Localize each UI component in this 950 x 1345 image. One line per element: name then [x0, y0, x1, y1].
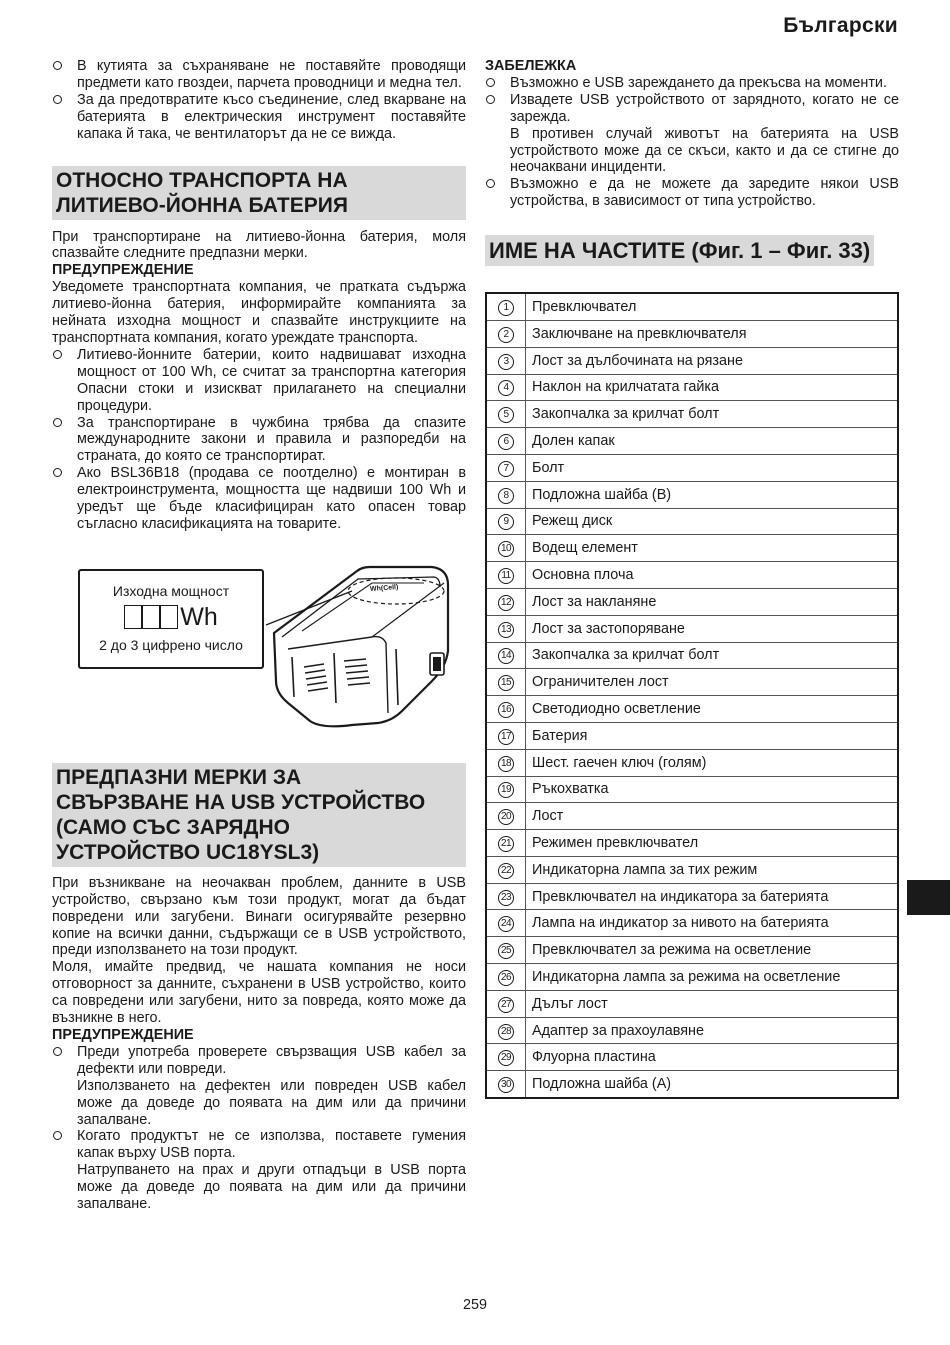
table-row — [486, 696, 898, 723]
part-number: 25 — [498, 943, 514, 959]
part-number: 28 — [498, 1024, 514, 1040]
left-column — [52, 58, 466, 1213]
part-name: Лост за застопоряване — [526, 615, 899, 642]
table-row — [486, 588, 898, 615]
output-power-label: Изходна мощност — [112, 582, 230, 599]
part-number: 11 — [498, 568, 514, 584]
language-tab-marker — [907, 880, 950, 915]
table-row — [486, 347, 898, 374]
part-number: 14 — [498, 648, 514, 664]
table-row — [486, 1044, 898, 1071]
part-name: Лост за накланяне — [526, 588, 899, 615]
part-number-cell — [486, 964, 526, 991]
part-number-cell — [486, 535, 526, 562]
part-name: Батерия — [526, 722, 899, 749]
part-number: 2 — [498, 327, 514, 343]
output-power-label-box — [78, 569, 264, 669]
part-name: Подложна шайба (B) — [526, 481, 899, 508]
table-row — [486, 481, 898, 508]
part-number-cell — [486, 883, 526, 910]
part-number: 16 — [498, 702, 514, 718]
paragraph: Моля, имайте предвид, че нашата компания не носи отговорност за данните, съхранени в USB устройство, които са повредени или загубени, нито за повреда, която може да възникне в него. — [52, 959, 466, 1027]
list-item: Литиево-йонните батерии, които надвишават изходна мощност от 100 Wh, се считат за транспортна категория Опасни стоки и изискват прилагането на специални процедури. — [52, 347, 466, 415]
part-number-cell — [486, 293, 526, 320]
part-number: 6 — [498, 434, 514, 450]
part-name: Закопчалка за крилчат болт — [526, 642, 899, 669]
section-heading-usb — [52, 763, 466, 867]
part-number: 3 — [498, 354, 514, 370]
part-number-cell — [486, 615, 526, 642]
part-number: 29 — [498, 1050, 514, 1066]
part-number-cell — [486, 669, 526, 696]
part-name: Лампа на индикатор за нивото на батерията — [526, 910, 899, 937]
part-number-cell — [486, 347, 526, 374]
part-number: 21 — [498, 836, 514, 852]
table-row — [486, 856, 898, 883]
table-row — [486, 910, 898, 937]
table-row — [486, 803, 898, 830]
list-item — [52, 1044, 466, 1129]
wh-digit-cells — [80, 603, 262, 632]
part-name: Флуорна пластина — [526, 1044, 899, 1071]
table-row — [486, 320, 898, 347]
list-item: Възможно е да не можете да заредите някои USB устройства, в зависимост от типа устройство. — [485, 176, 899, 210]
part-number: 26 — [498, 970, 514, 986]
part-name: Ръкохватка — [526, 776, 899, 803]
list-item: За да предотвратите късо съединение, след вкарване на батерията в електрическия инструмент поставяйте капака й така, че вентилаторът да не се вижда. — [52, 92, 466, 143]
part-name: Светодиодно осветление — [526, 696, 899, 723]
table-row — [486, 454, 898, 481]
table-row — [486, 749, 898, 776]
table-row — [486, 830, 898, 857]
part-name: Основна плоча — [526, 562, 899, 589]
digit-cell — [124, 605, 142, 629]
part-name: Превключвател за режима на осветление — [526, 937, 899, 964]
part-name: Превключвател на индикатора за батерията — [526, 883, 899, 910]
list-item: За транспортиране в чужбина трябва да спазите международните закони и правила и разпоредби на страната, до която се транспортират. — [52, 415, 466, 466]
part-number-cell — [486, 937, 526, 964]
digit-cell — [142, 605, 160, 629]
table-row — [486, 883, 898, 910]
part-number: 7 — [498, 461, 514, 477]
part-number: 12 — [498, 595, 514, 611]
battery-marking: Wh(Cell) — [369, 583, 399, 593]
part-name: Болт — [526, 454, 899, 481]
part-name: Долен капак — [526, 428, 899, 455]
part-number-cell — [486, 428, 526, 455]
list-item: Възможно е USB зареждането да прекъсва на моменти. — [485, 75, 899, 92]
list-item-subtext: Натрупването на прах и други отпадъци в USB порта може да доведе до появата на дим или да причини запалване. — [77, 1162, 466, 1213]
table-row — [486, 428, 898, 455]
heading-line: ЛИТИЕВО-ЙОННА БАТЕРИЯ — [56, 193, 348, 217]
part-name: Лост за дълбочината на рязане — [526, 347, 899, 374]
part-number-cell — [486, 374, 526, 401]
part-number-cell — [486, 749, 526, 776]
part-name: Превключвател — [526, 293, 899, 320]
part-number-cell — [486, 642, 526, 669]
heading-line: ОТНОСНО ТРАНСПОРТА НА — [56, 168, 348, 192]
part-number-cell — [486, 776, 526, 803]
heading-line: УСТРОЙСТВО UC18YSL3) — [56, 840, 320, 864]
part-number: 5 — [498, 407, 514, 423]
part-name: Заключване на превключвателя — [526, 320, 899, 347]
part-number-cell — [486, 1017, 526, 1044]
part-number-cell — [486, 856, 526, 883]
part-number: 19 — [498, 782, 514, 798]
part-number-cell — [486, 722, 526, 749]
table-row — [486, 374, 898, 401]
list-item: Ако BSL36B18 (продава се поотделно) е монтиран в електроинструмента, мощността ще надвиши 100 Wh и уредът ще бъде класифициран като опасен товар съгласно класификацията на товарите. — [52, 465, 466, 533]
part-number-cell — [486, 1044, 526, 1071]
part-number: 18 — [498, 756, 514, 772]
table-row — [486, 1017, 898, 1044]
part-name: Режимен превключвател — [526, 830, 899, 857]
part-number-cell — [486, 588, 526, 615]
part-number: 24 — [498, 916, 514, 932]
part-number: 17 — [498, 729, 514, 745]
parts-table — [485, 292, 899, 1099]
list-item-subtext: В противен случай животът на батерията на USB устройството може да се скъси, както и да се стигне до неочаквани инциденти. — [510, 125, 899, 176]
part-number: 20 — [498, 809, 514, 825]
table-row — [486, 937, 898, 964]
part-number: 22 — [498, 863, 514, 879]
table-row — [486, 990, 898, 1017]
right-column — [485, 58, 899, 1099]
part-name: Режещ диск — [526, 508, 899, 535]
page-number: 259 — [462, 1297, 487, 1313]
part-number-cell — [486, 562, 526, 589]
list-item-text: Извадете USB устройството от зарядното, когато не се зарежда. — [510, 91, 899, 125]
heading-line: СВЪРЗВАНЕ НА USB УСТРОЙСТВО — [56, 790, 426, 814]
language-label: Български — [783, 14, 898, 37]
part-name: Адаптер за прахоулавяне — [526, 1017, 899, 1044]
part-number: 27 — [498, 997, 514, 1013]
heading-line: (САМО СЪС ЗАРЯДНО — [56, 815, 290, 839]
paragraph: При възникване на неочакван проблем, данните в USB устройство, свързано към този продукт, могат да бъдат повредени или загубени. Винаги осигурявайте резервно копие на всички данни, съдържащи се в USB устройството, преди използването на този продукт. — [52, 874, 466, 959]
part-number: 1 — [498, 300, 514, 316]
part-number-cell — [486, 803, 526, 830]
part-name: Лост — [526, 803, 899, 830]
part-number-cell — [486, 481, 526, 508]
table-row — [486, 964, 898, 991]
part-number-cell — [486, 990, 526, 1017]
part-number-cell — [486, 320, 526, 347]
part-name: Подложна шайба (A) — [526, 1071, 899, 1098]
list-item — [52, 1128, 466, 1213]
part-number: 13 — [498, 622, 514, 638]
digit-cell — [160, 605, 178, 629]
part-number: 4 — [498, 380, 514, 396]
part-number-cell — [486, 830, 526, 857]
part-name: Индикаторна лампа за тих режим — [526, 856, 899, 883]
table-row — [486, 776, 898, 803]
part-number: 30 — [498, 1077, 514, 1093]
part-name: Дълъг лост — [526, 990, 899, 1017]
part-number: 8 — [498, 488, 514, 504]
part-number-cell — [486, 696, 526, 723]
table-row — [486, 562, 898, 589]
part-number: 23 — [498, 890, 514, 906]
part-name: Наклон на крилчатата гайка — [526, 374, 899, 401]
table-row — [486, 669, 898, 696]
part-number-cell — [486, 910, 526, 937]
parts-table-body — [486, 293, 898, 1098]
table-row — [486, 293, 898, 320]
part-name: Шест. гаечен ключ (голям) — [526, 749, 899, 776]
table-row — [486, 722, 898, 749]
wh-unit: Wh — [180, 602, 218, 631]
part-number-cell — [486, 401, 526, 428]
table-row — [486, 508, 898, 535]
list-item-text: Преди употреба проверете свързващия USB кабел за дефекти или повреди. — [77, 1043, 466, 1077]
part-number: 9 — [498, 514, 514, 530]
part-number-cell — [486, 508, 526, 535]
list-item: В кутията за съхраняване не поставяйте проводящи предмети като гвоздеи, парчета проводници и медна тел. — [52, 58, 466, 92]
table-row — [486, 401, 898, 428]
part-name: Индикаторна лампа за режима на осветление — [526, 964, 899, 991]
list-item-text: Когато продуктът не се използва, поставете гумения капак върху USB порта. — [77, 1128, 466, 1162]
table-row — [486, 1071, 898, 1098]
table-row — [486, 642, 898, 669]
section-heading-parts: ИМЕ НА ЧАСТИТЕ (Фиг. 1 – Фиг. 33) — [485, 235, 874, 266]
part-name: Водещ елемент — [526, 535, 899, 562]
paragraph: Уведомете транспортната компания, че пратката съдържа литиево-йонна батерия, информирайте компанията за нейната изходна мощност и спазвайте инструкциите на транспортната компания, когато уреждате транспорта. — [52, 279, 466, 346]
battery-figure — [52, 563, 466, 743]
part-name: Ограничителен лост — [526, 669, 899, 696]
digit-count-label: 2 до 3 цифрено число — [99, 636, 243, 653]
list-item-subtext: Използването на дефектен или повреден USB кабел може да доведе до появата на дим или да причини запалване. — [77, 1077, 466, 1128]
note-label: ЗАБЕЛЕЖКА — [485, 58, 577, 74]
section-heading-transport — [52, 166, 466, 220]
list-item — [485, 92, 899, 177]
part-number-cell — [486, 1071, 526, 1098]
warning-label: ПРЕДУПРЕЖДЕНИЕ — [52, 262, 194, 279]
part-number: 15 — [498, 675, 514, 691]
heading-line: ПРЕДПАЗНИ МЕРКИ ЗА — [56, 765, 302, 789]
part-number: 10 — [498, 541, 514, 557]
part-name: Закопчалка за крилчат болт — [526, 401, 899, 428]
part-number-cell — [486, 454, 526, 481]
paragraph: При транспортиране на литиево-йонна батерия, моля спазвайте следните предпазни мерки. — [52, 228, 466, 262]
table-row — [486, 535, 898, 562]
table-row — [486, 615, 898, 642]
warning-label: ПРЕДУПРЕЖДЕНИЕ — [52, 1027, 194, 1043]
